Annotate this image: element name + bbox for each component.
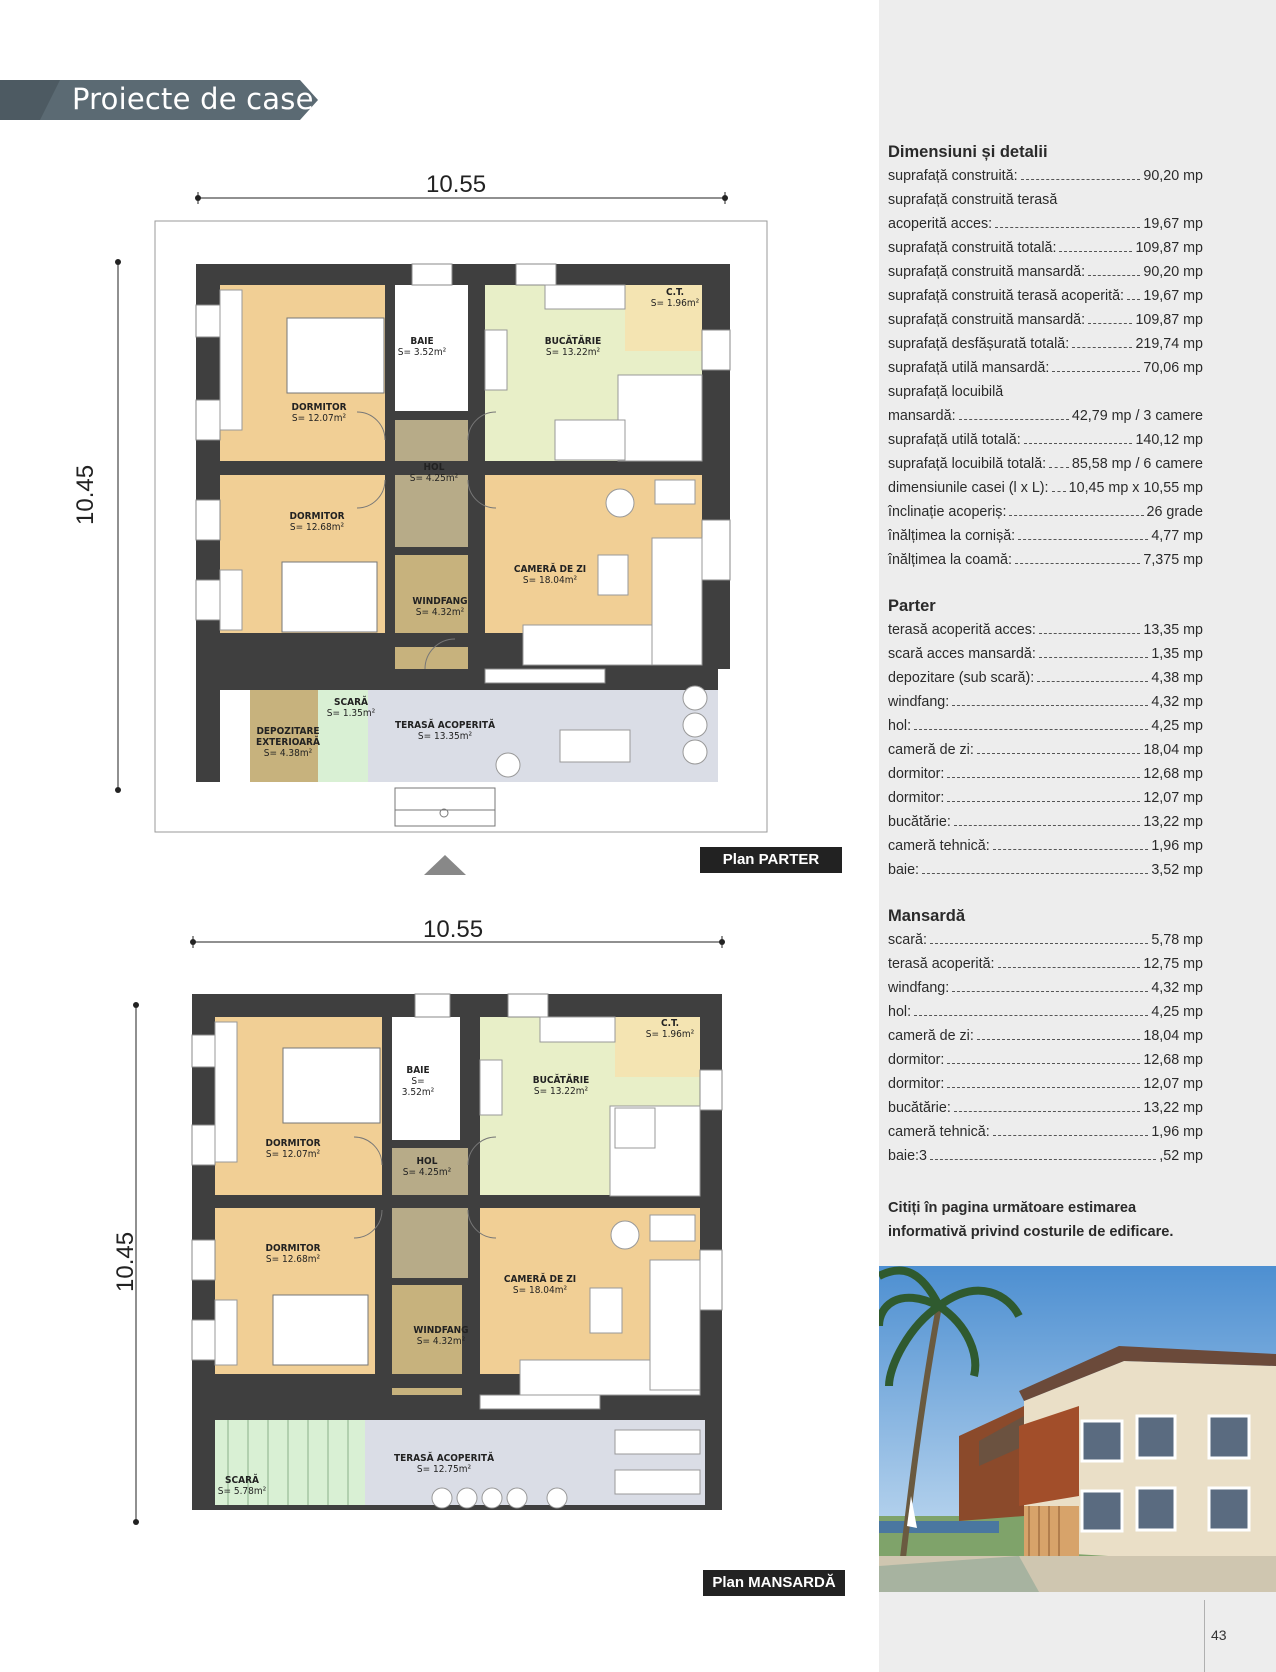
spec-value: 4,77 mp bbox=[1151, 528, 1203, 544]
dotted-leader bbox=[1088, 274, 1140, 276]
dotted-leader bbox=[930, 1158, 1156, 1160]
dotted-leader bbox=[1021, 178, 1141, 180]
spec-label: windfang: bbox=[888, 694, 950, 710]
room-label: CAMERĂ DE ZI S= 18.04m² bbox=[513, 564, 587, 586]
dotted-leader bbox=[1009, 514, 1143, 516]
spec-value: 13,22 mp bbox=[1143, 1100, 1203, 1116]
spec-row bbox=[888, 1096, 1203, 1120]
spec-row bbox=[888, 762, 1203, 786]
dotted-leader bbox=[1015, 562, 1140, 564]
spec-label: terasă acoperită: bbox=[888, 956, 995, 972]
room-label: DEPOZITARE EXTERIOARĂ S= 4.38m² bbox=[256, 726, 320, 759]
details-sidebar bbox=[879, 0, 1276, 1672]
spec-label: înclinație acoperiș: bbox=[888, 504, 1007, 520]
spec-value: 219,74 mp bbox=[1135, 336, 1203, 352]
spec-row bbox=[888, 236, 1203, 260]
spec-label: suprafață locuibilă totală: bbox=[888, 456, 1047, 472]
spec-label: dimensiunile casei (l x L): bbox=[888, 480, 1049, 496]
room-label: DORMITOR S= 12.68m² bbox=[289, 511, 345, 533]
spec-value: 18,04 mp bbox=[1143, 742, 1203, 758]
spec-row bbox=[888, 642, 1203, 666]
mansarda-height-dimension: 10.45 bbox=[112, 1231, 139, 1292]
spec-value: 3,52 mp bbox=[1151, 862, 1203, 878]
dotted-leader bbox=[947, 776, 1140, 778]
spec-row bbox=[888, 618, 1203, 642]
spec-label: cameră tehnică: bbox=[888, 1124, 990, 1140]
parter-width-dimension: 10.55 bbox=[426, 171, 487, 198]
spec-value: 1,96 mp bbox=[1151, 838, 1203, 854]
parter-height-dimension: 10.45 bbox=[72, 464, 99, 525]
house-photo bbox=[879, 1266, 1276, 1592]
dotted-leader bbox=[947, 1086, 1140, 1088]
spec-value: 4,32 mp bbox=[1151, 980, 1203, 996]
spec-row bbox=[888, 164, 1203, 188]
room-label: SCARĂ S= 1.35m² bbox=[326, 697, 376, 719]
dimensiuni-rows bbox=[888, 164, 1203, 572]
spec-row bbox=[888, 858, 1203, 882]
spec-value: 90,20 mp bbox=[1143, 264, 1203, 280]
dotted-leader bbox=[993, 1134, 1149, 1136]
room-label: DORMITOR S= 12.07m² bbox=[265, 1138, 321, 1160]
spec-value: ,52 mp bbox=[1159, 1148, 1203, 1164]
dotted-leader bbox=[1037, 680, 1148, 682]
dotted-leader bbox=[1018, 538, 1148, 540]
spec-label: suprafață locuibilă bbox=[888, 384, 1004, 400]
room-label: SCARĂ S= 5.78m² bbox=[217, 1475, 267, 1497]
spec-label: dormitor: bbox=[888, 1052, 945, 1068]
dotted-leader bbox=[1039, 632, 1141, 634]
spec-value: 70,06 mp bbox=[1143, 360, 1203, 376]
spec-row bbox=[888, 810, 1203, 834]
room-label: TERASĂ ACOPERITĂ S= 13.35m² bbox=[394, 720, 496, 742]
spec-value: 1,35 mp bbox=[1151, 646, 1203, 662]
spec-row bbox=[888, 380, 1203, 404]
spec-label: suprafață construită mansardă: bbox=[888, 264, 1086, 280]
dotted-leader bbox=[1024, 442, 1133, 444]
parter-drawing bbox=[0, 170, 860, 890]
spec-value: 12,07 mp bbox=[1143, 790, 1203, 806]
spec-value: 19,67 mp bbox=[1143, 216, 1203, 232]
spec-row bbox=[888, 356, 1203, 380]
spec-row bbox=[888, 690, 1203, 714]
room-label: BUCĂTĂRIE S= 13.22m² bbox=[532, 1075, 590, 1097]
parter-rows bbox=[888, 618, 1203, 882]
spec-value: 12,07 mp bbox=[1143, 1076, 1203, 1092]
spec-row bbox=[888, 188, 1203, 212]
dotted-leader bbox=[1088, 322, 1132, 324]
room-label: DORMITOR S= 12.07m² bbox=[291, 402, 347, 424]
dotted-leader bbox=[1059, 250, 1132, 252]
spec-label: hol: bbox=[888, 718, 912, 734]
mansarda-rows bbox=[888, 928, 1203, 1168]
spec-label: bucătărie: bbox=[888, 1100, 951, 1116]
spec-label: cameră tehnică: bbox=[888, 838, 990, 854]
dotted-leader bbox=[1072, 346, 1132, 348]
mansarda-width-dimension: 10.55 bbox=[423, 916, 484, 943]
spec-value: 140,12 mp bbox=[1135, 432, 1203, 448]
spec-label: depozitare (sub scară): bbox=[888, 670, 1035, 686]
spec-row bbox=[888, 1048, 1203, 1072]
spec-label: dormitor: bbox=[888, 790, 945, 806]
spec-row bbox=[888, 476, 1203, 500]
spec-value: 109,87 mp bbox=[1135, 312, 1203, 328]
spec-row bbox=[888, 714, 1203, 738]
spec-label: cameră de zi: bbox=[888, 1028, 974, 1044]
north-arrow-icon bbox=[424, 855, 466, 875]
room-label: CAMERĂ DE ZI S= 18.04m² bbox=[503, 1274, 577, 1296]
dotted-leader bbox=[952, 704, 1148, 706]
dotted-leader bbox=[954, 1110, 1141, 1112]
room-label: BAIE S= 3.52m² bbox=[401, 1065, 435, 1098]
spec-value: 13,22 mp bbox=[1143, 814, 1203, 830]
spec-value: 12,75 mp bbox=[1143, 956, 1203, 972]
spec-label: înălțimea la cornișă: bbox=[888, 528, 1016, 544]
dotted-leader bbox=[930, 942, 1148, 944]
spec-row bbox=[888, 834, 1203, 858]
dotted-leader bbox=[1127, 298, 1140, 300]
spec-row bbox=[888, 260, 1203, 284]
spec-row bbox=[888, 404, 1203, 428]
spec-value: 12,68 mp bbox=[1143, 766, 1203, 782]
spec-label: suprafață utilă totală: bbox=[888, 432, 1021, 448]
dotted-leader bbox=[1052, 490, 1066, 492]
spec-value: 7,375 mp bbox=[1143, 552, 1203, 568]
dotted-leader bbox=[993, 848, 1149, 850]
dotted-leader bbox=[1049, 466, 1069, 468]
spec-value: 4,38 mp bbox=[1151, 670, 1203, 686]
spec-value: 13,35 mp bbox=[1143, 622, 1203, 638]
spec-value: 26 grade bbox=[1146, 504, 1203, 520]
spec-label: scară acces mansardă: bbox=[888, 646, 1036, 662]
room-label: C.T. S= 1.96m² bbox=[645, 1018, 695, 1040]
floor-plan-parter bbox=[0, 170, 860, 890]
plan-mansarda-label: Plan MANSARDĂ bbox=[703, 1570, 845, 1596]
room-label: HOL S= 4.25m² bbox=[402, 1156, 452, 1178]
spec-value: 18,04 mp bbox=[1143, 1028, 1203, 1044]
spec-row bbox=[888, 548, 1203, 572]
spec-label: suprafață desfășurată totală: bbox=[888, 336, 1070, 352]
dotted-leader bbox=[998, 966, 1141, 968]
spec-label: acoperită acces: bbox=[888, 216, 993, 232]
dotted-leader bbox=[922, 872, 1148, 874]
spec-label: dormitor: bbox=[888, 1076, 945, 1092]
spec-row bbox=[888, 452, 1203, 476]
room-label: WINDFANG S= 4.32m² bbox=[413, 1325, 469, 1347]
spec-row bbox=[888, 928, 1203, 952]
spec-row bbox=[888, 332, 1203, 356]
spec-label: mansardă: bbox=[888, 408, 956, 424]
dotted-leader bbox=[954, 824, 1141, 826]
spec-value: 12,68 mp bbox=[1143, 1052, 1203, 1068]
cost-estimate-note: Citiți în pagina următoare estimarea informativă privind costurile de edificare. bbox=[888, 1200, 1174, 1240]
spec-label: bucătărie: bbox=[888, 814, 951, 830]
spec-label: scară: bbox=[888, 932, 927, 948]
spec-value: 109,87 mp bbox=[1135, 240, 1203, 256]
spec-row bbox=[888, 976, 1203, 1000]
room-label: TERASĂ ACOPERITĂ S= 12.75m² bbox=[393, 1453, 495, 1475]
spec-label: baie:3 bbox=[888, 1148, 927, 1164]
spec-row bbox=[888, 284, 1203, 308]
dotted-leader bbox=[952, 990, 1148, 992]
spec-label: cameră de zi: bbox=[888, 742, 974, 758]
spec-row bbox=[888, 952, 1203, 976]
dotted-leader bbox=[1052, 370, 1140, 372]
floor-plan-mansarda bbox=[0, 910, 860, 1600]
room-label: C.T. S= 1.96m² bbox=[650, 287, 700, 309]
spec-value: 19,67 mp bbox=[1143, 288, 1203, 304]
spec-row bbox=[888, 1000, 1203, 1024]
spec-row bbox=[888, 308, 1203, 332]
spec-value: 1,96 mp bbox=[1151, 1124, 1203, 1140]
spec-row bbox=[888, 786, 1203, 810]
spec-label: suprafață construită terasă bbox=[888, 192, 1058, 208]
dotted-leader bbox=[977, 1038, 1141, 1040]
section-heading: Parter bbox=[888, 597, 936, 615]
room-label: BAIE S= 3.52m² bbox=[397, 336, 447, 358]
spec-row bbox=[888, 1072, 1203, 1096]
room-label: WINDFANG S= 4.32m² bbox=[412, 596, 468, 618]
spec-label: suprafață construită mansardă: bbox=[888, 312, 1086, 328]
dotted-leader bbox=[914, 728, 1148, 730]
dotted-leader bbox=[947, 800, 1140, 802]
section-banner bbox=[0, 80, 318, 120]
dotted-leader bbox=[947, 1062, 1140, 1064]
spec-row bbox=[888, 428, 1203, 452]
room-label: BUCĂTĂRIE S= 13.22m² bbox=[544, 336, 602, 358]
spec-row bbox=[888, 1144, 1203, 1168]
spec-value: 42,79 mp / 3 camere bbox=[1071, 408, 1203, 424]
spec-label: suprafață utilă mansardă: bbox=[888, 360, 1050, 376]
specs-list bbox=[888, 140, 1203, 1168]
spec-value: 85,58 mp / 6 camere bbox=[1071, 456, 1203, 472]
spec-row bbox=[888, 524, 1203, 548]
spec-label: baie: bbox=[888, 862, 920, 878]
spec-label: suprafață construită terasă acoperită: bbox=[888, 288, 1125, 304]
spec-row bbox=[888, 666, 1203, 690]
page-divider bbox=[1204, 1600, 1205, 1672]
section-heading: Mansardă bbox=[888, 907, 966, 925]
spec-value: 10,45 mp x 10,55 mp bbox=[1068, 480, 1203, 496]
spec-row bbox=[888, 500, 1203, 524]
section-heading: Dimensiuni și detalii bbox=[888, 143, 1048, 161]
room-label: HOL S= 4.25m² bbox=[409, 462, 459, 484]
spec-row bbox=[888, 1120, 1203, 1144]
spec-value: 90,20 mp bbox=[1143, 168, 1203, 184]
spec-value: 4,25 mp bbox=[1151, 718, 1203, 734]
dotted-leader bbox=[914, 1014, 1148, 1016]
section-title: Proiecte de case bbox=[72, 82, 314, 116]
spec-row bbox=[888, 212, 1203, 236]
dotted-leader bbox=[1039, 656, 1149, 658]
spec-label: hol: bbox=[888, 1004, 912, 1020]
spec-label: dormitor: bbox=[888, 766, 945, 782]
spec-value: 5,78 mp bbox=[1151, 932, 1203, 948]
page-number: 43 bbox=[1211, 1627, 1227, 1643]
plan-parter-label: Plan PARTER bbox=[700, 847, 842, 873]
spec-label: terasă acoperită acces: bbox=[888, 622, 1036, 638]
room-label: DORMITOR S= 12.68m² bbox=[265, 1243, 321, 1265]
spec-row bbox=[888, 738, 1203, 762]
spec-label: suprafață construită: bbox=[888, 168, 1018, 184]
dotted-leader bbox=[977, 752, 1141, 754]
spec-label: suprafață construită totală: bbox=[888, 240, 1057, 256]
spec-value: 4,32 mp bbox=[1151, 694, 1203, 710]
spec-label: windfang: bbox=[888, 980, 950, 996]
spec-row bbox=[888, 1024, 1203, 1048]
dotted-leader bbox=[959, 418, 1069, 420]
spec-label: înălțimea la coamă: bbox=[888, 552, 1012, 568]
spec-value: 4,25 mp bbox=[1151, 1004, 1203, 1020]
dotted-leader bbox=[995, 226, 1140, 228]
